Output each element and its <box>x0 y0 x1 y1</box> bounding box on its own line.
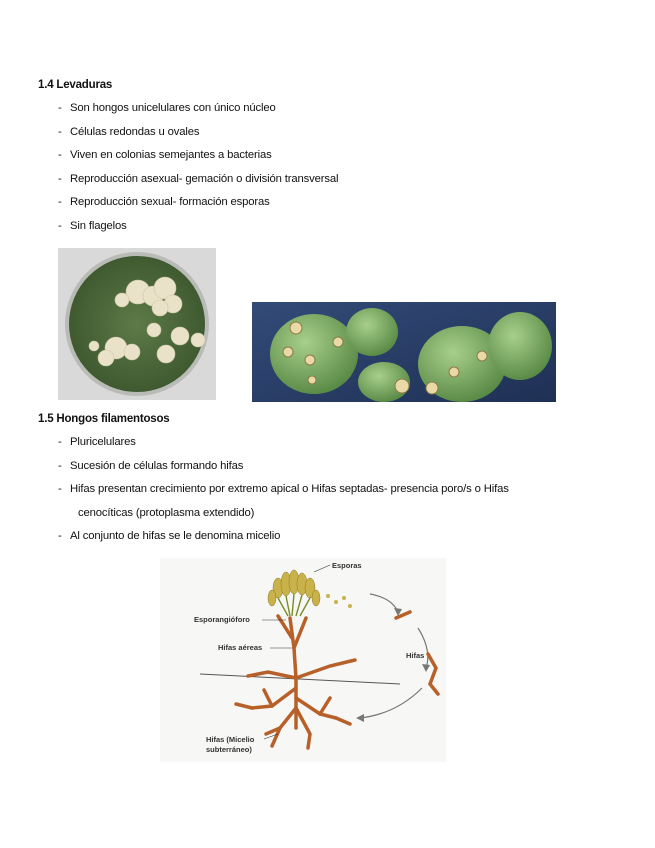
label-esporas: Esporas <box>332 561 362 570</box>
mold-hyphae-diagram <box>160 558 446 762</box>
list-item-continuation: cenocíticas (protoplasma extendido) <box>78 507 255 519</box>
list-item: - Al conjunto de hifas se le denomina micelio <box>58 530 281 542</box>
label-hifas-micelio: Hifas (Micelio <box>206 735 255 744</box>
list-item: - Viven en colonias semejantes a bacterias <box>58 149 272 161</box>
list-item: - Reproducción sexual- formación esporas <box>58 196 270 208</box>
label-hifas-aereas: Hifas aéreas <box>218 643 263 652</box>
label-esporangioforo: Esporangióforo <box>194 615 250 624</box>
petri-dish-yeast-colonies-image <box>58 248 216 400</box>
label-subterraneo: subterráneo) <box>206 745 252 754</box>
list-item: - Pluricelulares <box>58 436 136 448</box>
section-title-yeasts: 1.4 Levaduras <box>38 79 113 91</box>
list-item: - Sin flagelos <box>58 220 127 232</box>
list-item: - Hifas presentan crecimiento por extremo apical o Hifas septadas- presencia poro/s o Hifas <box>58 483 509 495</box>
list-item: - Son hongos unicelulares con único núcleo <box>58 102 276 114</box>
list-item: - Sucesión de células formando hifas <box>58 460 244 472</box>
section-title-molds: 1.5 Hongos filamentosos <box>38 413 170 425</box>
label-hifas: Hifas <box>406 651 425 660</box>
list-item: - Células redondas u ovales <box>58 126 200 138</box>
yeast-micrograph-image <box>252 302 556 402</box>
list-item: - Reproducción asexual- gemación o división transversal <box>58 173 339 185</box>
